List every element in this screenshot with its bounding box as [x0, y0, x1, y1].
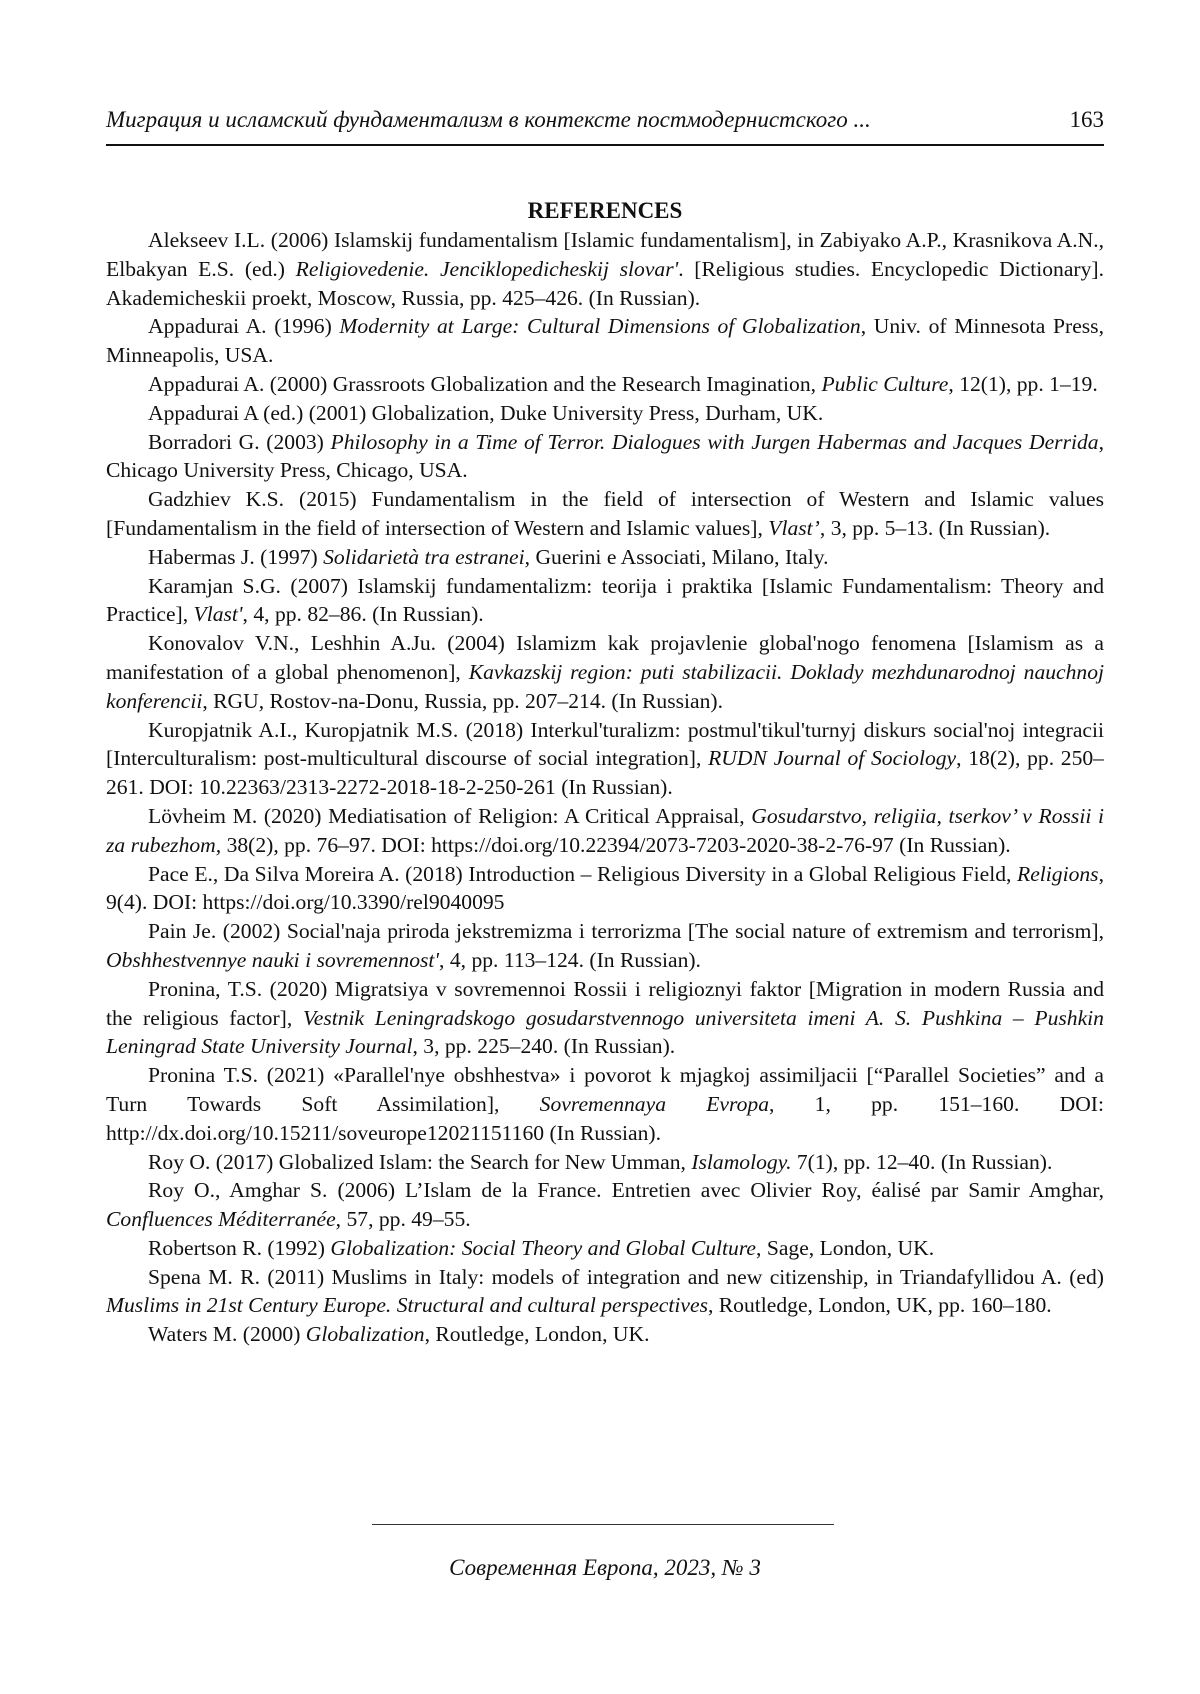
reference-entry [106, 428, 1104, 486]
reference-text: , 18(2), pp. 250–261. DOI: 10.22363/2313-2272-2018-18-2-250-261 (In Russian). [106, 746, 1104, 800]
reference-text: Alekseev I.L. (2006) Islamskij fundamentalism [Islamic fundamentalism], in Zabiyako A.P., Krasnikova A.N., Elbakyan E.S. (ed.) [106, 228, 1104, 281]
reference-text: Appadurai A. (2000) Grassroots Globalization and the Research Imagination, [148, 371, 822, 396]
reference-text: , Univ. of Minnesota Press, Minneapolis, USA. [106, 314, 1104, 368]
reference-entry [106, 226, 1104, 312]
reference-text: , 1, pp. 151–160. DOI: http://dx.doi.org/10.15211/soveurope12021151160 (In Russian). [106, 1091, 1104, 1145]
reference-text: Pace E., Da Silva Moreira A. (2018) Introduction – Religious Diversity in a Global Religious Field, [148, 861, 1018, 886]
reference-entry [106, 1263, 1104, 1321]
running-header [106, 104, 1104, 146]
reference-text: Karamjan S.G. (2007) Islamskij fundamentalizm: teorija i praktika [Islamic Fundamentalism: Theory and Practice], [106, 573, 1104, 627]
reference-text: Konovalov V.N., Leshhin A.Ju. (2004) Islamizm kak projavlenie global'nogo fenomena [Islamism as a manifestation of a global phenomenon], [106, 631, 1104, 684]
reference-entry [106, 572, 1104, 630]
reference-text: , 57, pp. 49–55. [335, 1207, 471, 1232]
reference-source-title: RUDN Journal of Sociology [708, 746, 957, 771]
reference-source-title: Vlast’ [768, 515, 820, 540]
references-heading: REFERENCES [527, 198, 683, 223]
reference-entry [106, 399, 1104, 428]
reference-text: Lövheim M. (2020) Mediatisation of Religion: A Critical Appraisal, [148, 803, 752, 828]
reference-source-title: Philosophy in a Time of Terror. Dialogues with Jurgen Habermas and Jacques Derrida [330, 429, 1099, 454]
reference-entry [106, 485, 1104, 543]
page-number: 163 [1069, 107, 1104, 132]
reference-text: Pronina, T.S. (2020) Migratsiya v sovremennoi Rossii i religioznyi faktor [Migration in modern Russia and the religious factor], [106, 976, 1104, 1030]
reference-source-title: Muslims in 21st Century Europe. Structural and cultural perspectives [106, 1293, 708, 1318]
running-title: Миграция и исламский фундаментализм в контексте постмодернистского ... [106, 107, 871, 132]
reference-source-title: Kavkazskij region: puti stabilizacii. Doklady mezhdunarodnoj nauchnoj konferencii [106, 659, 1105, 713]
reference-source-title: Vestnik Leningradskogo gosudarstvennogo universiteta imeni A. S. Pushkina – Pushkin Leningrad State University Journal [106, 1005, 1104, 1059]
reference-text: , RGU, Rostov-na-Donu, Russia, pp. 207–214. (In Russian). [202, 688, 723, 713]
reference-text: Pronina T.S. (2021) «Parallel'nye obshhestva» i povorot k mjagkoj assimiljacii [“Parallel Societies” and a Turn Towards Soft Assimilation], [106, 1063, 1104, 1116]
reference-text: 7(1), pp. 12–40. (In Russian). [791, 1149, 1053, 1174]
reference-source-title: Public Culture [821, 371, 949, 396]
footer-divider [372, 1524, 834, 1525]
reference-source-title: Sovremennaya Evropa [539, 1091, 770, 1116]
reference-text: , 12(1), pp. 1–19. [948, 371, 1098, 396]
reference-text: , Chicago University Press, Chicago, USA. [106, 429, 1104, 483]
reference-source-title: Globalization: Social Theory and Global Culture [330, 1235, 757, 1260]
reference-source-title: Confluences Méditerranée [106, 1207, 336, 1232]
reference-source-title: Solidarietà tra estranei [323, 544, 525, 569]
reference-text: Pain Je. (2002) Social'naja priroda jekstremizma i terrorizma [The social nature of extremism and terrorism], [148, 919, 1104, 944]
references-list [106, 226, 1104, 1349]
reference-entry [106, 1061, 1104, 1147]
reference-text: , Routledge, London, UK. [424, 1322, 650, 1347]
reference-entry [106, 1148, 1104, 1177]
reference-source-title: Religions [1017, 861, 1099, 886]
reference-text: Roy O. (2017) Globalized Islam: the Search for New Umman, [148, 1149, 692, 1174]
reference-text: Roy O., Amghar S. (2006) L’Islam de la France. Entretien avec Olivier Roy, éalisé par Samir Amghar, [148, 1178, 1104, 1203]
reference-text: Gadzhiev K.S. (2015) Fundamentalism in the field of intersection of Western and Islamic values [Fundamentalism in the field of intersection of Western and Islamic values], [106, 487, 1104, 540]
reference-source-title: Religiovedenie. Jenciklopedicheskij slovar' [295, 256, 679, 281]
reference-text: , 4, pp. 82–86. (In Russian). [242, 602, 484, 627]
reference-text: Appadurai A (ed.) (2001) Globalization, Duke University Press, Durham, UK. [148, 400, 824, 425]
reference-text: , Guerini e Associati, Milano, Italy. [524, 544, 829, 569]
reference-text: , 3, pp. 5–13. (In Russian). [819, 515, 1051, 540]
reference-text: Borradori G. (2003) [148, 429, 331, 454]
reference-text: , Sage, London, UK. [756, 1235, 935, 1260]
reference-text: Waters M. (2000) [148, 1322, 306, 1347]
reference-text: , 9(4). DOI: https://doi.org/10.3390/rel9040095 [106, 861, 1104, 915]
reference-text: . [Religious studies. Encyclopedic Dictionary]. Akademicheskii proekt, Moscow, Russia, pp. 425–426. (In Russian). [106, 256, 1105, 310]
reference-source-title: Obshhestvennye nauki i sovremennost' [106, 947, 440, 972]
reference-text: , 4, pp. 113–124. (In Russian). [439, 947, 701, 972]
reference-entry [106, 716, 1104, 802]
reference-text: Spena M. R. (2011) Muslims in Italy: models of integration and new citizenship, in Triandafyllidou A. (ed) [148, 1264, 1104, 1289]
reference-entry [106, 312, 1104, 370]
reference-source-title: Modernity at Large: Cultural Dimensions of Globalization [339, 314, 861, 339]
reference-entry [106, 1234, 1104, 1263]
reference-source-title: Globalization [305, 1322, 425, 1347]
journal-footer: Современная Европа, 2023, № 3 [449, 1555, 761, 1580]
reference-entry [106, 370, 1104, 399]
reference-entry [106, 543, 1104, 572]
reference-entry [106, 860, 1104, 918]
reference-text: Habermas J. (1997) [148, 544, 324, 569]
reference-entry [106, 629, 1104, 715]
reference-entry [106, 1320, 1104, 1349]
reference-entry [106, 1176, 1104, 1234]
reference-source-title: Gosudarstvo, religiia, tserkov’ v Rossii i za rubezhom, [106, 803, 1104, 857]
reference-text: , Routledge, London, UK, pp. 160–180. [707, 1293, 1052, 1318]
reference-text: Kuropjatnik A.I., Kuropjatnik M.S. (2018) Interkul'turalizm: postmul'tikul'turnyj diskurs social'noj integracii [Interculturalism: post-multicultural discourse of social integration], [106, 717, 1104, 771]
reference-entry [106, 802, 1104, 860]
reference-source-title: Vlast' [193, 602, 243, 627]
reference-source-title: Islamology. [691, 1149, 792, 1174]
reference-text: Robertson R. (1992) [148, 1235, 331, 1260]
reference-text: 38(2), pp. 76–97. DOI: https://doi.org/10.22394/2073-7203-2020-38-2-76-97 (In Russian). [221, 832, 1011, 857]
reference-entry [106, 917, 1104, 975]
reference-text: Appadurai A. (1996) [148, 314, 340, 339]
reference-entry [106, 975, 1104, 1061]
reference-text: , 3, pp. 225–240. (In Russian). [412, 1034, 676, 1059]
